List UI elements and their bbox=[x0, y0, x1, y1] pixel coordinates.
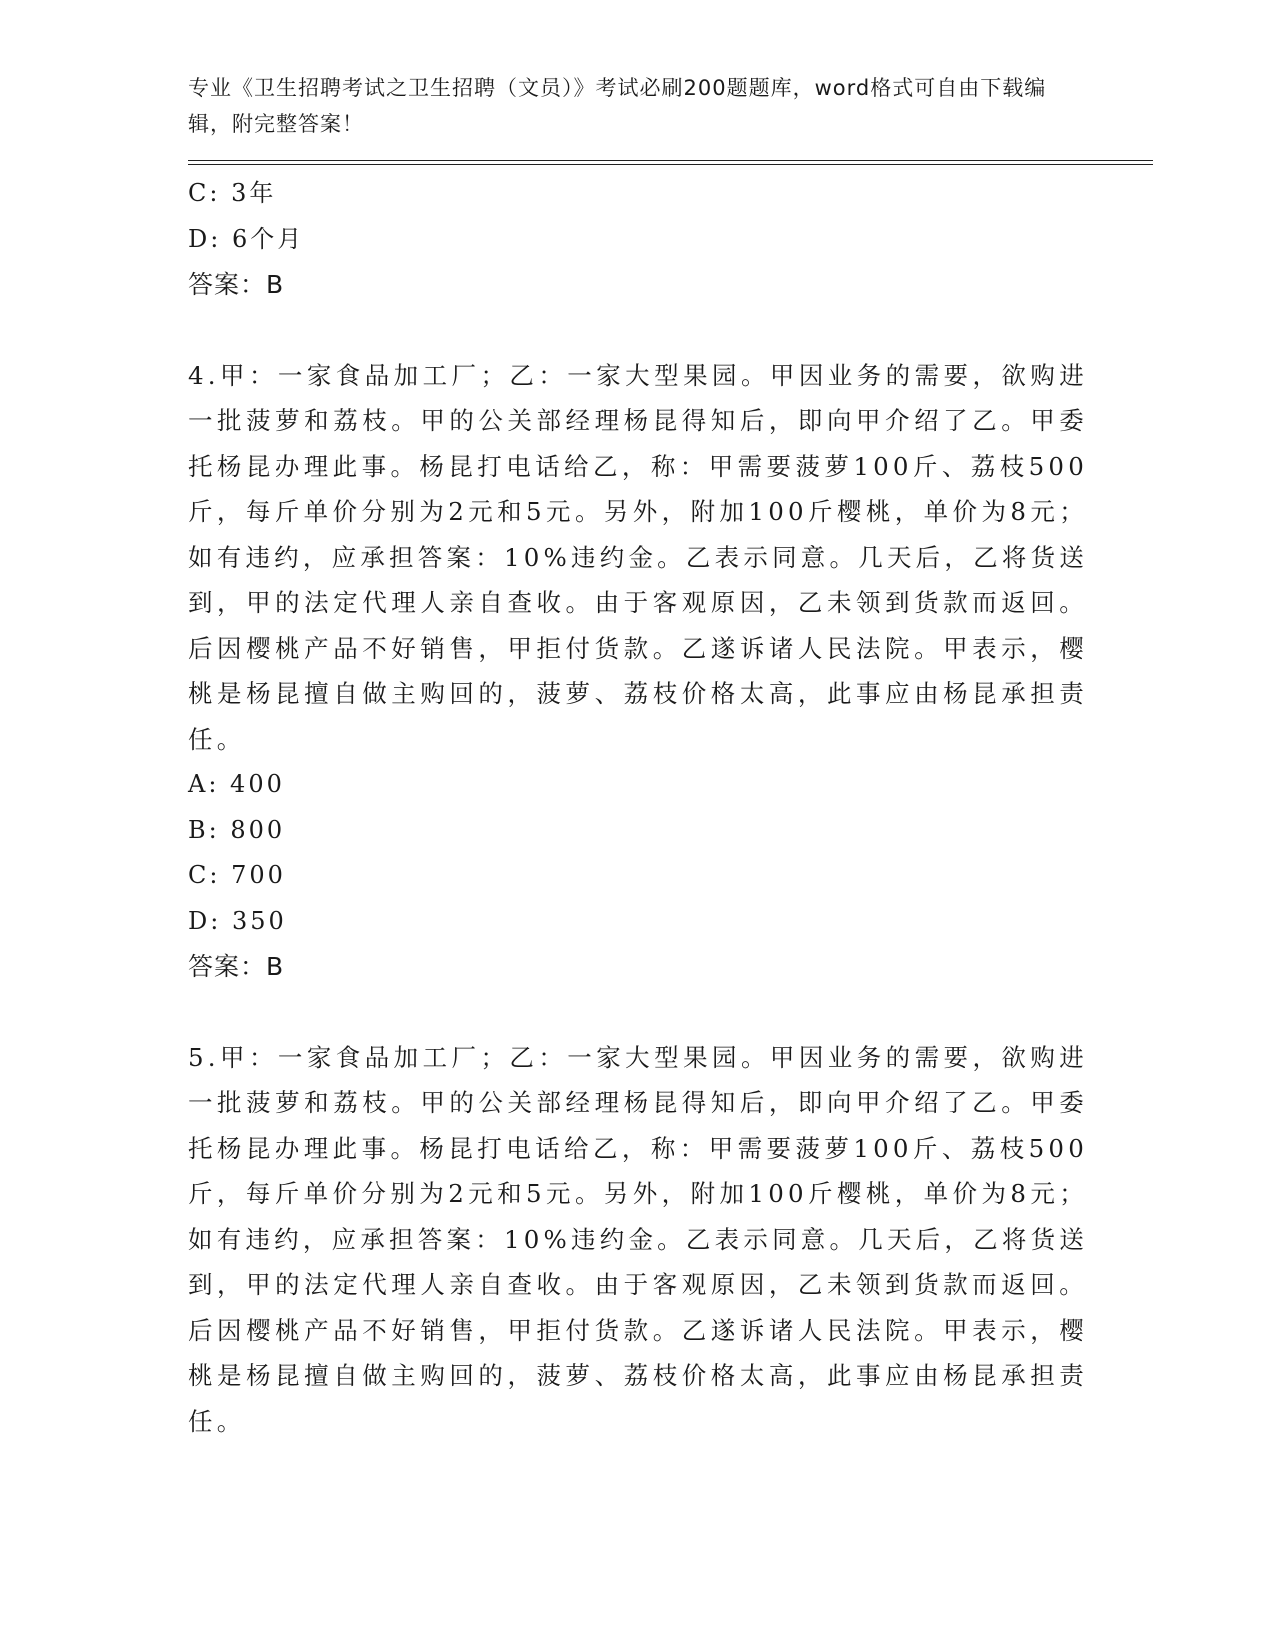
question-text: 5.甲：一家食品加工厂；乙：一家大型果园。甲因业务的需要，欲购进一批菠萝和荔枝。甲的公关部经理杨昆得知后，即向甲介绍了乙。甲委托杨昆办理此事。杨昆打电话给乙，称：甲需要菠萝100斤、荔枝500斤，每斤单价分别为2元和5元。另外，附加100斤樱桃，单价为8元；如有违约，应承担答案：10%违约金。乙表示同意。几天后，乙将货送到，甲的法定代理人亲自查收。由于客观原因，乙未领到货款而返回。后因樱桃产品不好销售，甲拒付货款。乙遂诉诸人民法院。甲表示，樱桃是杨昆擅自做主购回的，菠萝、荔枝价格太高，此事应由杨昆承担责任。 bbox=[188, 1042, 1088, 1436]
option-b: B: 800 bbox=[188, 815, 286, 844]
question-text: 4.甲：一家食品加工厂；乙：一家大型果园。甲因业务的需要，欲购进一批菠萝和荔枝。甲的公关部经理杨昆得知后，即向甲介绍了乙。甲委托杨昆办理此事。杨昆打电话给乙，称：甲需要菠萝100斤、荔枝500斤，每斤单价分别为2元和5元。另外，附加100斤樱桃，单价为8元；如有违约，应承担答案：10%违约金。乙表示同意。几天后，乙将货送到，甲的法定代理人亲自查收。由于客观原因，乙未领到货款而返回。后因樱桃产品不好销售，甲拒付货款。乙遂诉诸人民法院。甲表示，樱桃是杨昆擅自做主购回的，菠萝、荔枝价格太高，此事应由杨昆承担责任。 bbox=[188, 360, 1088, 754]
header-divider bbox=[188, 160, 1153, 165]
option-c: C: 700 bbox=[188, 861, 286, 889]
document-page bbox=[188, 70, 1148, 1444]
option-a: A: 400 bbox=[188, 770, 285, 798]
option-d: D: 6个月 bbox=[188, 224, 305, 253]
option-d: D: 350 bbox=[188, 906, 287, 935]
question-block-4 bbox=[188, 353, 1148, 990]
answer-line: 答案：B bbox=[188, 952, 285, 981]
answer-line: 答案：B bbox=[188, 270, 285, 299]
option-c: C: 3年 bbox=[188, 179, 277, 207]
document-body bbox=[188, 171, 1148, 1444]
spacer bbox=[188, 990, 1148, 1035]
question-block-5 bbox=[188, 1035, 1148, 1445]
header-divider-inner bbox=[188, 164, 1153, 165]
question-block-3 bbox=[188, 171, 1148, 308]
document-header: 专业《卫生招聘考试之卫生招聘（文员）》考试必刷200题题库，word格式可自由下载编辑，附完整答案！ bbox=[188, 76, 1047, 136]
spacer bbox=[188, 308, 1148, 353]
